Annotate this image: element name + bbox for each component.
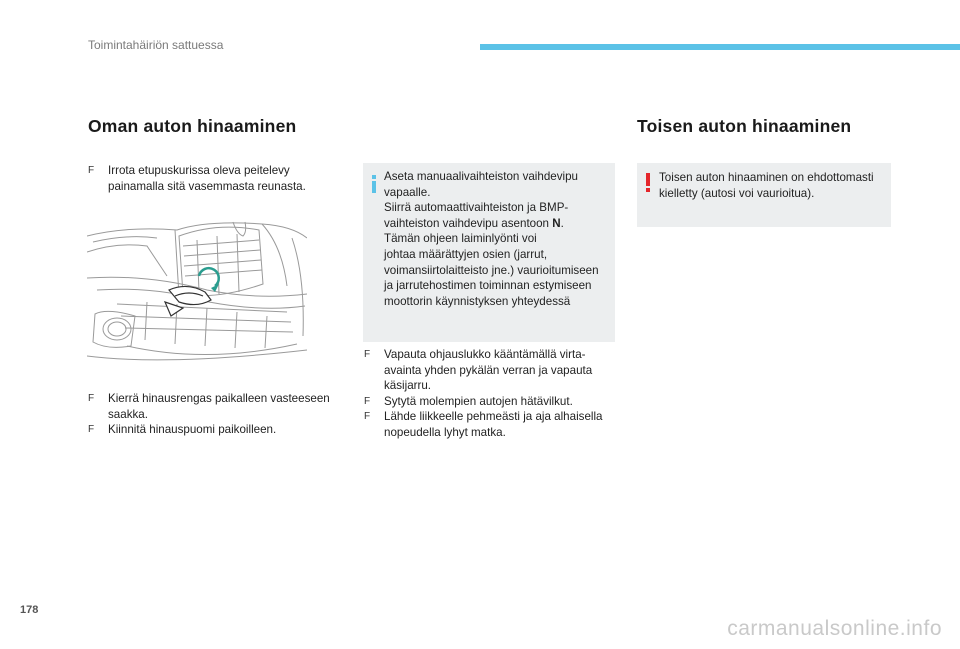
info-line-4: vaihteiston vaihdevipu asentoon N. xyxy=(384,216,564,230)
info-line-7: voimansiirtolaitteisto jne.) vaurioitumiseen xyxy=(384,263,599,277)
info-line-9: moottorin käynnistyksen yhteydessä xyxy=(384,294,571,308)
left-step-2-text: Kierrä hinausrengas paikalleen vasteeseen saakka. xyxy=(108,392,330,421)
middle-step-2-text: Sytytä molempien autojen hätävilkut. xyxy=(384,394,573,408)
gear-position: N xyxy=(552,216,561,230)
left-step-2 xyxy=(88,391,348,422)
bullet-mark: F xyxy=(88,424,95,436)
middle-step-3-text: Lähde liikkeelle pehmeästi ja aja alhaisella nopeudella lyhyt matka. xyxy=(384,410,603,439)
middle-step-list xyxy=(364,347,620,441)
left-step-1-text: Irrota etupuskurissa oleva peitelevy painamalla sitä vasemmasta reunasta. xyxy=(108,164,306,193)
page-number: 178 xyxy=(20,604,39,616)
left-step-3-text: Kiinnitä hinauspuomi paikoilleen. xyxy=(108,423,277,437)
middle-step-1-text: Vapauta ohjauslukko kääntämällä virta-avainta yhden pykälän verran ja vapauta käsijarru. xyxy=(384,348,593,393)
info-line-2: vapaalle. xyxy=(384,185,431,199)
middle-step-2 xyxy=(364,394,620,410)
info-line-6: johtaa määrättyjen osien (jarrut, xyxy=(384,247,548,261)
info-box xyxy=(363,163,615,342)
middle-step-1 xyxy=(364,347,620,394)
bullet-mark: F xyxy=(88,393,95,404)
info-icon xyxy=(372,175,376,193)
left-step-3 xyxy=(88,422,348,438)
info-line-1: Aseta manuaalivaihteiston vaihdevipu xyxy=(384,170,578,183)
middle-step-3 xyxy=(364,409,620,440)
warning-text: Toisen auton hinaaminen on ehdottomasti kielletty (autosi voi vaurioitua). xyxy=(659,171,874,200)
left-step-list-2 xyxy=(88,391,348,438)
car-front-illustration xyxy=(87,216,307,372)
header-accent-bar xyxy=(480,44,960,50)
info-line-8: ja jarrutehostimen toiminnan estymiseen xyxy=(384,279,592,293)
right-title: Toisen auton hinaaminen xyxy=(637,116,852,136)
info-line-5: Tämän ohjeen laiminlyönti voi xyxy=(384,232,537,246)
info-line-3: Siirrä automaattivaihteiston ja BMP- xyxy=(384,201,569,215)
left-title: Oman auton hinaaminen xyxy=(88,116,297,136)
bullet-mark: F xyxy=(364,395,371,407)
watermark: carmanualsonline.info xyxy=(727,617,942,640)
warning-icon xyxy=(646,173,650,192)
bullet-mark: F xyxy=(364,411,371,423)
section-header: Toimintahäiriön sattuessa xyxy=(88,38,224,52)
bullet-mark: F xyxy=(364,349,371,360)
left-step-1 xyxy=(88,163,328,194)
left-step-list-1 xyxy=(88,163,328,194)
info-text xyxy=(384,169,614,309)
warning-box xyxy=(637,163,891,227)
bullet-mark: F xyxy=(88,165,95,176)
